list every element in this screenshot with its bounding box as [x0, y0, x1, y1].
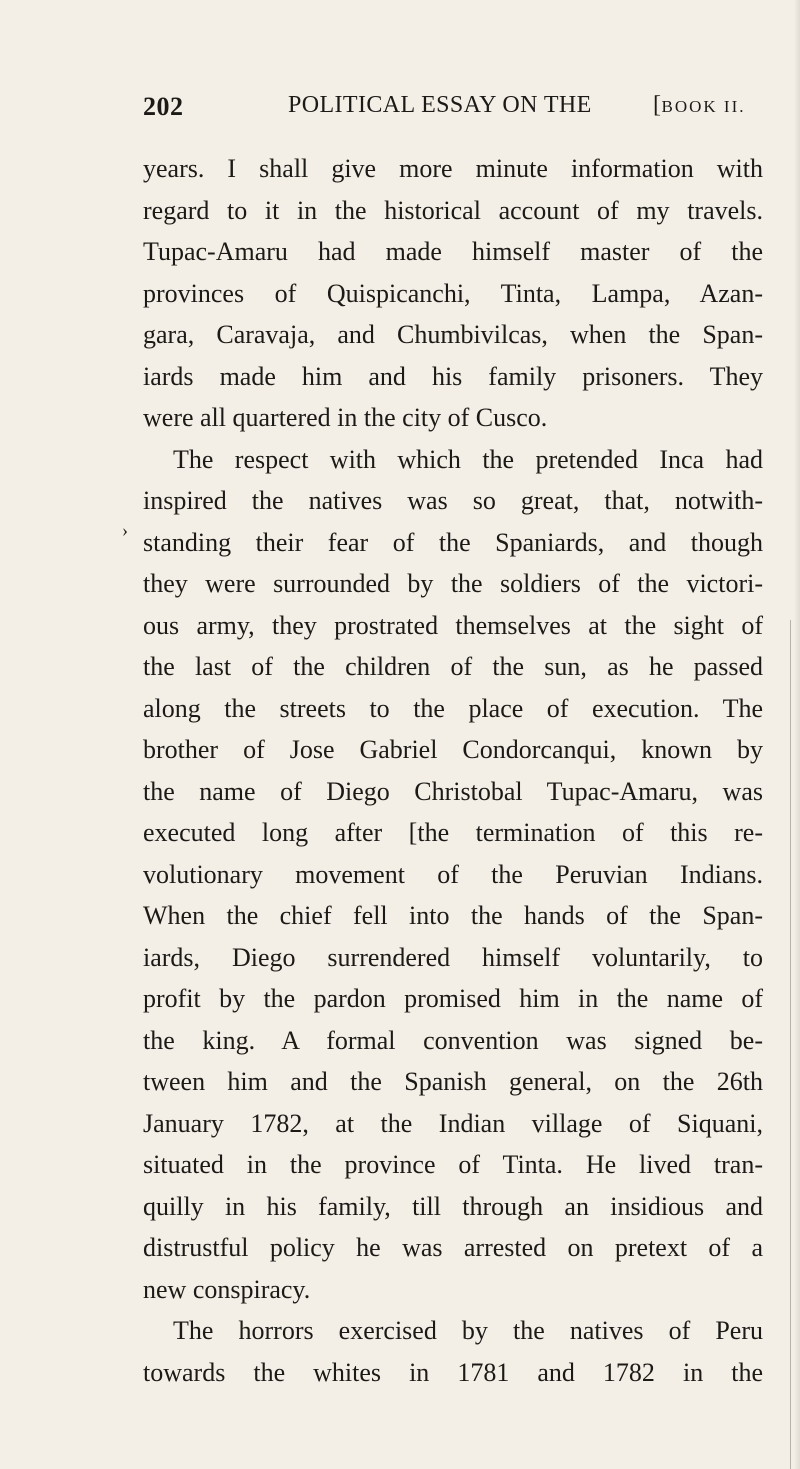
text-line: situated in the province of Tinta. He lived tran-: [143, 1150, 763, 1179]
running-title: POLITICAL ESSAY ON THE: [288, 92, 592, 118]
text-line: were all quartered in the city of Cusco.: [143, 403, 548, 432]
text-line: inspired the natives was so great, that, notwith-: [143, 486, 763, 515]
text-line: provinces of Quispicanchi, Tinta, Lampa, Azan-: [143, 278, 763, 308]
text-line: regard to it in the historical account of my travels.: [143, 195, 763, 225]
text-line: years. I shall give more minute information with: [143, 154, 763, 183]
text-line: The horrors exercised by the natives of Peru: [173, 1316, 763, 1345]
running-header: [143, 92, 763, 132]
text-line: iards, Diego surrendered himself voluntarily, to: [143, 942, 763, 972]
book-reference: [653, 92, 746, 119]
text-line: When the chief fell into the hands of the Span-: [143, 901, 763, 930]
text-line: January 1782, at the Indian village of Siquani,: [143, 1108, 763, 1138]
text-line: The respect with which the pretended Inca had: [173, 444, 763, 474]
text-line: Tupac-Amaru had made himself master of the: [143, 237, 763, 266]
text-line: distrustful policy he was arrested on pretext of a: [143, 1233, 763, 1262]
text-line: new conspiracy.: [143, 1274, 311, 1304]
book-bracket: [: [653, 92, 662, 118]
text-line: the last of the children of the sun, as he passed: [143, 652, 763, 681]
text-line: profit by the pardon promised him in the name of: [143, 984, 763, 1013]
text-line: iards made him and his family prisoners. They: [143, 361, 763, 391]
body-text: [143, 148, 763, 1393]
page-edge-line: [790, 620, 791, 1469]
text-line: executed long after [the termination of this re-: [143, 818, 763, 847]
text-line: brother of Jose Gabriel Condorcanqui, known by: [143, 735, 763, 764]
text-line: gara, Caravaja, and Chumbivilcas, when the Span-: [143, 320, 763, 349]
text-line: along the streets to the place of execution. The: [143, 693, 763, 723]
text-line: volutionary movement of the Peruvian Indians.: [143, 859, 763, 889]
text-line: towards the whites in 1781 and 1782 in the: [143, 1357, 763, 1387]
text-line: the king. A formal convention was signed be-: [143, 1025, 763, 1055]
text-line: tween him and the Spanish general, on the 26th: [143, 1067, 763, 1096]
margin-marker: ›: [122, 520, 128, 540]
page-number: 202: [143, 92, 184, 121]
text-line: the name of Diego Christobal Tupac-Amaru, was: [143, 776, 763, 806]
page-edge-shadow: [794, 0, 800, 1469]
book-label: BOOK II.: [661, 97, 746, 116]
text-line: they were surrounded by the soldiers of the victori-: [143, 569, 763, 598]
text-line: ous army, they prostrated themselves at the sight of: [143, 610, 763, 640]
text-line: quilly in his family, till through an insidious and: [143, 1191, 763, 1221]
text-line: standing their fear of the Spaniards, and though: [143, 527, 763, 557]
